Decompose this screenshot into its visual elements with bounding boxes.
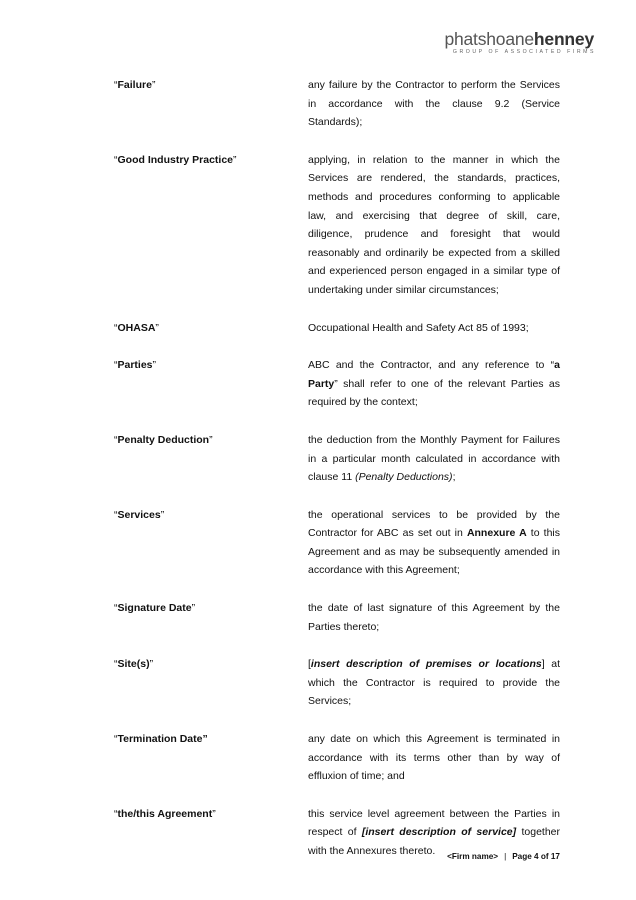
logo-wordmark — [444, 30, 594, 48]
definitions-list — [114, 76, 560, 880]
logo-tagline: GROUP OF ASSOCIATED FIRMS — [452, 49, 596, 55]
definition-description: any failure by the Contractor to perform the Services in accordance with the clause 9.2 (Service Standards); — [308, 79, 560, 129]
definition-term: “Signature Date” — [114, 602, 196, 615]
definition-term: “Site(s)” — [114, 658, 154, 671]
definition-term: “OHASA” — [114, 321, 159, 334]
logo-wordmark-part2: henney — [533, 29, 594, 49]
definition-description: the deduction from the Monthly Payment for Failures in a particular month calculated in accordance with clause 11 (Penalty Deductions); — [308, 433, 560, 484]
definition-term: “Services” — [114, 508, 165, 521]
definition-description: any date on which this Agreement is terminated in accordance with its terms other than by way of effluxion of time; and — [308, 733, 560, 783]
definition-failure — [114, 76, 560, 132]
definition-term: “Good Industry Practice” — [114, 153, 237, 166]
definition-sites — [114, 655, 560, 711]
logo-wordmark-part1: phatshoane — [444, 29, 534, 49]
definition-term: “Penalty Deduction” — [114, 433, 213, 446]
footer-firm-name: <Firm name> — [447, 852, 499, 861]
definition-penalty-deduction — [114, 431, 560, 487]
definition-services — [114, 506, 560, 580]
definition-good-industry-practice — [114, 151, 560, 300]
definition-ohasa — [114, 319, 560, 338]
definition-termination-date — [114, 730, 560, 786]
definition-parties — [114, 356, 560, 412]
definition-description: [insert description of premises or locations] at which the Contractor is required to provide the Services; — [308, 658, 560, 708]
definition-description: Occupational Health and Safety Act 85 of 1993; — [308, 321, 529, 334]
definition-description: applying, in relation to the manner in which the Services are rendered, the standards, practices, methods and procedures conforming to applicable law, and exercising that degree of skill, care, diligence, prudence and foresight that would reasonably and ordinarily be expected from a skilled and experienced person engaged in a similar type of undertaking under similar circumstances; — [308, 153, 560, 296]
definition-description: the operational services to be provided by the Contractor for ABC as set out in Annexure A to this Agreement and as may be subsequently amended in accordance with this Agreement; — [308, 508, 560, 577]
definition-signature-date — [114, 599, 560, 636]
firm-logo — [444, 30, 594, 55]
definition-description: this service level agreement between the Parties in respect of [insert description of service] together with the Annexures thereto. — [308, 807, 560, 857]
definition-description: ABC and the Contractor, and any reference to “a Party” shall refer to one of the relevant Parties as required by the context; — [308, 359, 560, 409]
definition-term: “Termination Date” — [114, 733, 208, 746]
footer-separator: | — [504, 852, 507, 861]
definition-term: “the/this Agreement” — [114, 807, 216, 820]
definition-term: “Failure” — [114, 79, 156, 91]
page-number: Page 4 of 17 — [512, 852, 560, 861]
definition-term: “Parties” — [114, 359, 157, 372]
page-footer — [447, 852, 560, 861]
definition-description: the date of last signature of this Agreement by the Parties thereto; — [308, 602, 560, 633]
